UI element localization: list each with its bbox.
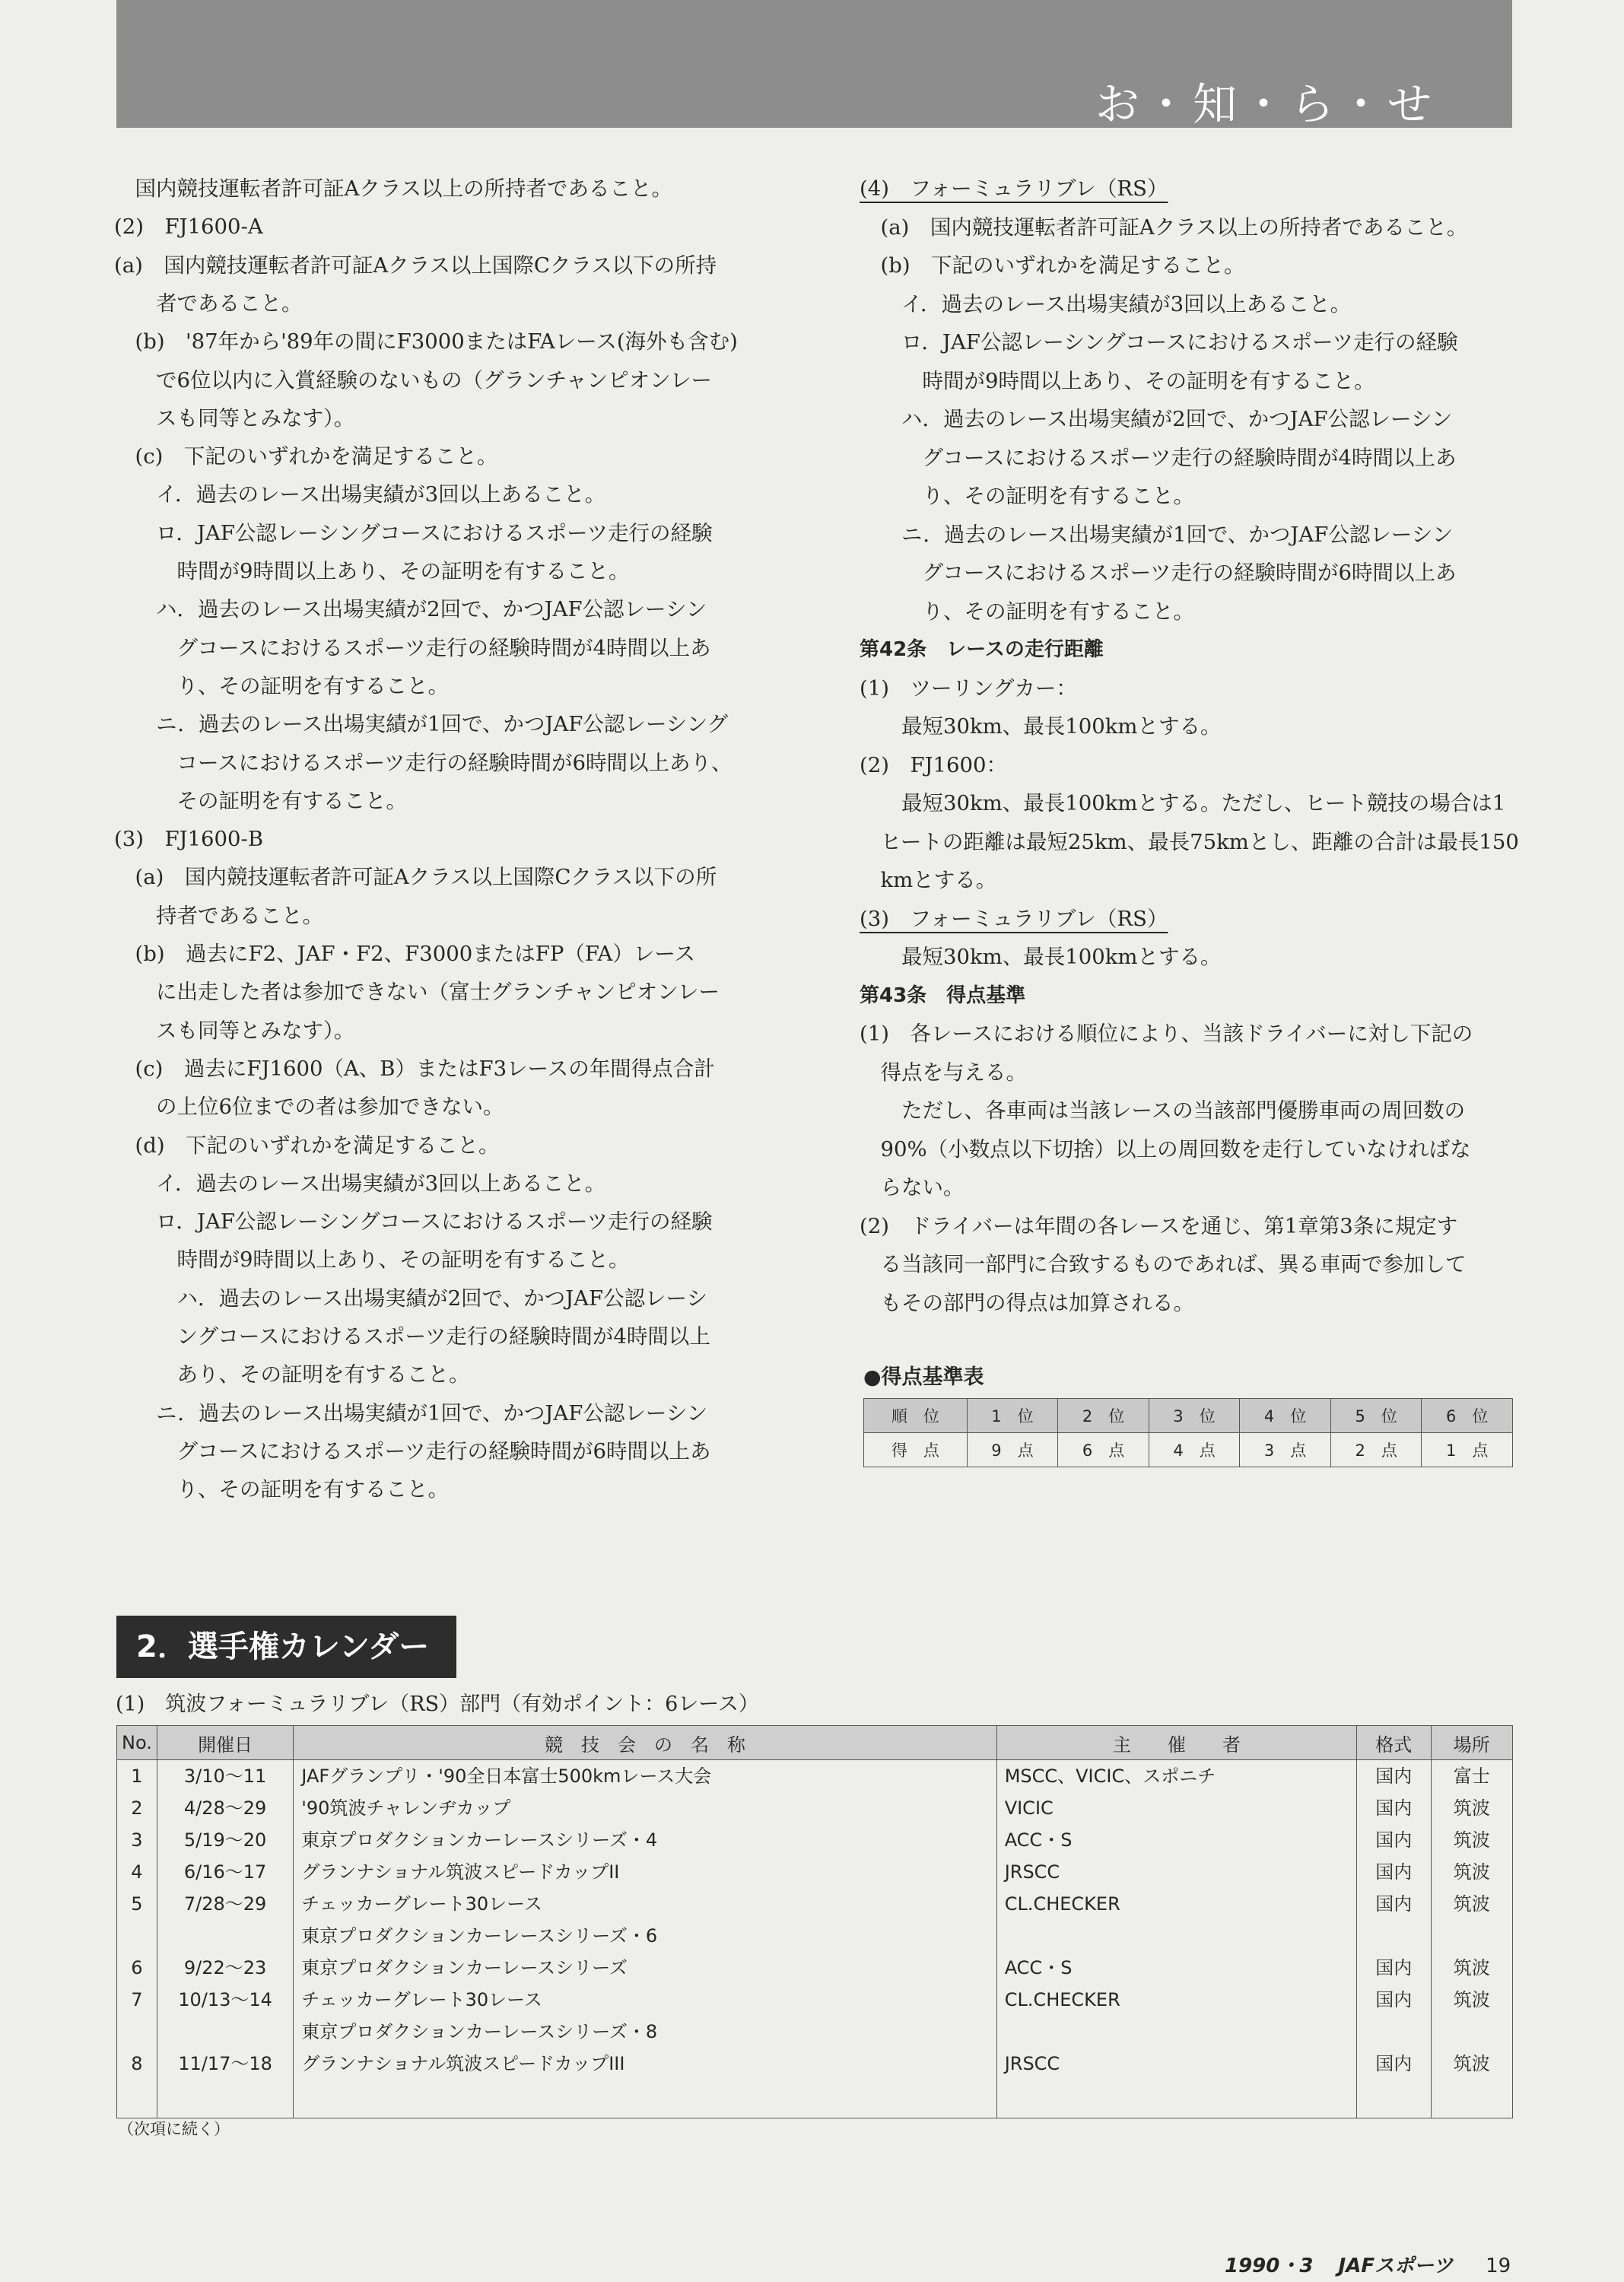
text-line: ニ．過去のレース出場実績が1回で、かつJAF公認レーシン bbox=[114, 1400, 708, 1425]
cell-venue: 筑波 bbox=[1431, 1792, 1512, 1824]
cell-format bbox=[1357, 2016, 1432, 2048]
text-line: で6位以内に入賞経験のないもの（グランチャンピオンレー bbox=[114, 367, 712, 393]
text-line: 第43条 得点基準 bbox=[860, 984, 1026, 1007]
text-line: スも同等とみなす）。 bbox=[114, 1018, 355, 1043]
text-line: 国内競技運転者許可証Aクラス以上の所持者であること。 bbox=[114, 176, 673, 201]
cell-date: 10/13～14 bbox=[157, 1984, 293, 2016]
calendar-row bbox=[117, 1920, 1513, 1952]
text-line: イ．過去のレース出場実績が3回以上あること。 bbox=[860, 291, 1352, 316]
text-line: あり、その証明を有すること。 bbox=[114, 1362, 470, 1387]
cell-venue bbox=[1431, 1920, 1512, 1952]
text-line: (b) 下記のいずれかを満足すること。 bbox=[860, 253, 1245, 278]
text-line: (2) ドライバーは年間の各レースを通じ、第1章第3条に規定す bbox=[860, 1213, 1458, 1238]
header-bar bbox=[116, 0, 1512, 128]
rank-header: 順 位 bbox=[864, 1399, 968, 1433]
text-line: 最短30km、最長100kmとする。 bbox=[860, 714, 1222, 739]
rank-cell: 1 位 bbox=[967, 1399, 1058, 1433]
text-line: り、その証明を有すること。 bbox=[860, 484, 1194, 508]
text-line: (b) '87年から'89年の間にF3000またはFAレース(海外も含む) bbox=[114, 329, 738, 354]
cell-no: 8 bbox=[117, 2048, 157, 2118]
text-line: kmとする。 bbox=[860, 868, 997, 892]
cell-organizer bbox=[996, 2016, 1356, 2048]
cell-no: 1 bbox=[117, 1760, 157, 1793]
col-header-organizer: 主 催 者 bbox=[996, 1726, 1356, 1760]
cell-no: 3 bbox=[117, 1824, 157, 1856]
cell-no: 2 bbox=[117, 1792, 157, 1824]
rank-cell: 4 位 bbox=[1240, 1399, 1331, 1433]
points-cell: 6 点 bbox=[1058, 1433, 1149, 1467]
text-line: グコースにおけるスポーツ走行の経験時間が4時間以上あ bbox=[860, 445, 1457, 470]
text-line: 第42条 レースの走行距離 bbox=[860, 638, 1104, 661]
calendar-row bbox=[117, 1792, 1513, 1824]
text-line: り、その証明を有すること。 bbox=[860, 599, 1194, 624]
score-table bbox=[863, 1398, 1513, 1467]
text-line: グコースにおけるスポーツ走行の経験時間が4時間以上あ bbox=[114, 635, 711, 660]
magazine-name: JAFスポーツ bbox=[1338, 2255, 1454, 2277]
text-line: ニ．過去のレース出場実績が1回で、かつJAF公認レーシン bbox=[860, 522, 1454, 547]
cell-format: 国内 bbox=[1357, 1984, 1432, 2016]
cell-organizer: CL.CHECKER bbox=[996, 1984, 1356, 2016]
text-line: る当該同一部門に合致するものであれば、異る車両で参加して bbox=[860, 1252, 1467, 1276]
text-line: 時間が9時間以上あり、その証明を有すること。 bbox=[114, 1247, 630, 1273]
cell-organizer: ACC・S bbox=[996, 1952, 1356, 1984]
text-line: ニ．過去のレース出場実績が1回で、かつJAF公認レーシング bbox=[114, 712, 729, 737]
cell-date: 5/19～20 bbox=[157, 1824, 293, 1856]
cell-no bbox=[117, 1920, 157, 1952]
text-line: ただし、各車両は当該レースの当該部門優勝車両の周回数の bbox=[860, 1098, 1466, 1123]
text-line: り、その証明を有すること。 bbox=[114, 1477, 449, 1502]
issue-date: 1990・3 bbox=[1225, 2255, 1314, 2277]
text-line: (2) FJ1600-A bbox=[114, 215, 263, 240]
text-line: 得点を与える。 bbox=[860, 1060, 1027, 1085]
cell-venue: 筑波 bbox=[1431, 1984, 1512, 2016]
text-line: ハ．過去のレース出場実績が2回で、かつJAF公認レーシン bbox=[114, 597, 707, 622]
points-cell: 4 点 bbox=[1149, 1433, 1240, 1467]
cell-no: 5 bbox=[117, 1888, 157, 1920]
calendar-row bbox=[117, 1952, 1513, 1984]
cell-name: 東京プロダクションカーレースシリーズ・6 bbox=[294, 1920, 996, 1952]
text-line: 者であること。 bbox=[114, 291, 303, 316]
cell-organizer: MSCC、VICIC、スポニチ bbox=[996, 1760, 1356, 1793]
text-line: その証明を有すること。 bbox=[114, 788, 407, 813]
cell-venue bbox=[1431, 2016, 1512, 2048]
text-line: ロ．JAF公認レーシングコースにおけるスポーツ走行の経験 bbox=[114, 520, 713, 545]
cell-venue: 筑波 bbox=[1431, 1824, 1512, 1856]
cell-organizer: JRSCC bbox=[996, 2048, 1356, 2118]
cell-format: 国内 bbox=[1357, 1760, 1432, 1793]
cell-date bbox=[157, 2016, 293, 2048]
points-cell: 1 点 bbox=[1422, 1433, 1513, 1467]
cell-no: 7 bbox=[117, 1984, 157, 2016]
text-line: グコースにおけるスポーツ走行の経験時間が6時間以上あ bbox=[114, 1438, 711, 1464]
page-title: お・知・ら・せ bbox=[1095, 78, 1436, 130]
cell-name: グランナショナル筑波スピードカップII bbox=[294, 1856, 996, 1888]
text-line: (c) 下記のいずれかを満足すること。 bbox=[114, 444, 498, 469]
cell-date: 4/28～29 bbox=[157, 1792, 293, 1824]
calendar-heading: 2．選手権カレンダー bbox=[116, 1616, 456, 1678]
calendar-row bbox=[117, 1760, 1513, 1793]
calendar-row bbox=[117, 1984, 1513, 2016]
text-line: に出走した者は参加できない（富士グランチャンピオンレー bbox=[114, 980, 720, 1005]
text-line: グコースにおけるスポーツ走行の経験時間が6時間以上あ bbox=[860, 561, 1457, 585]
text-line: スも同等とみなす）。 bbox=[114, 405, 355, 431]
cell-organizer bbox=[996, 1920, 1356, 1952]
rank-cell: 2 位 bbox=[1058, 1399, 1149, 1433]
col-header-format: 格式 bbox=[1357, 1726, 1432, 1760]
page-number: 19 bbox=[1486, 2255, 1511, 2277]
cell-venue: 筑波 bbox=[1431, 1856, 1512, 1888]
text-line: ハ．過去のレース出場実績が2回で、かつJAF公認レーシン bbox=[860, 407, 1453, 431]
rank-cell: 5 位 bbox=[1330, 1399, 1422, 1433]
text-line: 最短30km、最長100kmとする。 bbox=[860, 945, 1222, 969]
calendar-row bbox=[117, 2048, 1513, 2118]
text-line: (d) 下記のいずれかを満足すること。 bbox=[114, 1133, 500, 1158]
text-line: (2) FJ1600： bbox=[860, 752, 1008, 777]
cell-format bbox=[1357, 1920, 1432, 1952]
cell-venue: 富士 bbox=[1431, 1760, 1512, 1793]
cell-date: 3/10～11 bbox=[157, 1760, 293, 1793]
text-line: (3) FJ1600-B bbox=[114, 827, 264, 852]
text-line: コースにおけるスポーツ走行の経験時間が6時間以上あり、 bbox=[114, 750, 733, 775]
text-line: (a) 国内競技運転者許可証Aクラス以上国際Cクラス以下の所持 bbox=[114, 253, 717, 278]
text-line: ヒートの距離は最短25km、最長75kmとし、距離の合計は最長150 bbox=[860, 829, 1519, 854]
calendar-subheading: (1) 筑波フォーミュラリブレ（RS）部門（有効ポイント：6レース） bbox=[116, 1692, 759, 1716]
points-cell: 9 点 bbox=[967, 1433, 1058, 1467]
text-line: 時間が9時間以上あり、その証明を有すること。 bbox=[114, 559, 630, 583]
calendar-header-row bbox=[117, 1726, 1513, 1760]
text-line: 持者であること。 bbox=[114, 903, 323, 928]
text-line: イ．過去のレース出場実績が3回以上あること。 bbox=[114, 482, 606, 507]
rank-cell: 3 位 bbox=[1149, 1399, 1240, 1433]
calendar-row bbox=[117, 1856, 1513, 1888]
cell-venue: 筑波 bbox=[1431, 1952, 1512, 1984]
text-line: 90%（小数点以下切捨）以上の周回数を走行していなければな bbox=[860, 1136, 1471, 1162]
cell-name: JAFグランプリ・'90全日本富士500kmレース大会 bbox=[294, 1760, 996, 1793]
points-cell: 3 点 bbox=[1240, 1433, 1331, 1467]
cell-venue: 筑波 bbox=[1431, 1888, 1512, 1920]
cell-format: 国内 bbox=[1357, 2048, 1432, 2118]
text-line: り、その証明を有すること。 bbox=[114, 673, 449, 698]
cell-name: 東京プロダクションカーレースシリーズ bbox=[294, 1952, 996, 1984]
text-line: (b) 過去にF2、JAF・F2、F3000またはFP（FA）レース bbox=[114, 942, 696, 966]
rank-cell: 6 位 bbox=[1422, 1399, 1513, 1433]
cell-venue: 筑波 bbox=[1431, 2048, 1512, 2118]
text-line: らない。 bbox=[860, 1175, 965, 1200]
calendar-row bbox=[117, 1824, 1513, 1856]
text-line: ングコースにおけるスポーツ走行の経験時間が4時間以上 bbox=[114, 1324, 710, 1349]
col-header-venue: 場所 bbox=[1431, 1726, 1512, 1760]
cell-organizer: VICIC bbox=[996, 1792, 1356, 1824]
cell-no bbox=[117, 2016, 157, 2048]
cell-organizer: JRSCC bbox=[996, 1856, 1356, 1888]
cell-name: '90筑波チャレンヂカップ bbox=[294, 1792, 996, 1824]
calendar-row bbox=[117, 1888, 1513, 1920]
text-line: (a) 国内競技運転者許可証Aクラス以上の所持者であること。 bbox=[860, 215, 1468, 240]
cell-format: 国内 bbox=[1357, 1952, 1432, 1984]
cell-format: 国内 bbox=[1357, 1856, 1432, 1888]
cell-no: 6 bbox=[117, 1952, 157, 1984]
text-line: (1) ツーリングカー： bbox=[860, 675, 1077, 701]
cell-name: 東京プロダクションカーレースシリーズ・4 bbox=[294, 1824, 996, 1856]
cell-format: 国内 bbox=[1357, 1888, 1432, 1920]
score-points-row bbox=[864, 1433, 1513, 1467]
score-rank-row bbox=[864, 1399, 1513, 1433]
cell-date: 6/16～17 bbox=[157, 1856, 293, 1888]
text-line: 最短30km、最長100kmとする。ただし、ヒート競技の場合は1 bbox=[860, 791, 1506, 815]
calendar-table bbox=[116, 1725, 1513, 2118]
text-line: (1) 各レースにおける順位により、当該ドライバーに対し下記の bbox=[860, 1022, 1473, 1046]
cell-no: 4 bbox=[117, 1856, 157, 1888]
text-line: イ．過去のレース出場実績が3回以上あること。 bbox=[114, 1171, 606, 1196]
cell-date: 7/28～29 bbox=[157, 1888, 293, 1920]
text-line: ハ．過去のレース出場実績が2回で、かつJAF公認レーシ bbox=[114, 1286, 707, 1311]
col-header-name: 競 技 会 の 名 称 bbox=[294, 1726, 996, 1760]
text-line: 時間が9時間以上あり、その証明を有すること。 bbox=[860, 368, 1375, 393]
text-line: (3) フォーミュラリブレ（RS） bbox=[860, 906, 1168, 931]
cell-format: 国内 bbox=[1357, 1792, 1432, 1824]
cell-organizer: ACC・S bbox=[996, 1824, 1356, 1856]
cell-name: 東京プロダクションカーレースシリーズ・8 bbox=[294, 2016, 996, 2048]
text-line: (c) 過去にFJ1600（A、B）またはF3レースの年間得点合計 bbox=[114, 1056, 715, 1081]
cell-organizer: CL.CHECKER bbox=[996, 1888, 1356, 1920]
text-line: ロ．JAF公認レーシングコースにおけるスポーツ走行の経験 bbox=[860, 330, 1458, 354]
continued-note: （次項に続く） bbox=[118, 2120, 230, 2138]
text-line: ロ．JAF公認レーシングコースにおけるスポーツ走行の経験 bbox=[114, 1209, 713, 1235]
col-header-date: 開催日 bbox=[157, 1726, 293, 1760]
calendar-row bbox=[117, 2016, 1513, 2048]
cell-name: チェッカーグレート30レース bbox=[294, 1984, 996, 2016]
text-line: (4) フォーミュラリブレ（RS） bbox=[860, 176, 1168, 201]
points-header: 得 点 bbox=[864, 1433, 968, 1467]
cell-date bbox=[157, 1920, 293, 1952]
score-table-title: ●得点基準表 bbox=[863, 1365, 984, 1389]
cell-date: 9/22～23 bbox=[157, 1952, 293, 1984]
page-footer bbox=[1225, 2250, 1511, 2278]
col-header-no: No. bbox=[117, 1726, 157, 1760]
cell-format: 国内 bbox=[1357, 1824, 1432, 1856]
cell-date: 11/17～18 bbox=[157, 2048, 293, 2118]
text-line: もその部門の得点は加算される。 bbox=[860, 1290, 1194, 1315]
text-line: (a) 国内競技運転者許可証Aクラス以上国際Cクラス以下の所 bbox=[114, 865, 717, 890]
points-cell: 2 点 bbox=[1330, 1433, 1422, 1467]
text-line: の上位6位までの者は参加できない。 bbox=[114, 1095, 504, 1120]
cell-name: グランナショナル筑波スピードカップIII bbox=[294, 2048, 996, 2118]
cell-name: チェッカーグレート30レース bbox=[294, 1888, 996, 1920]
